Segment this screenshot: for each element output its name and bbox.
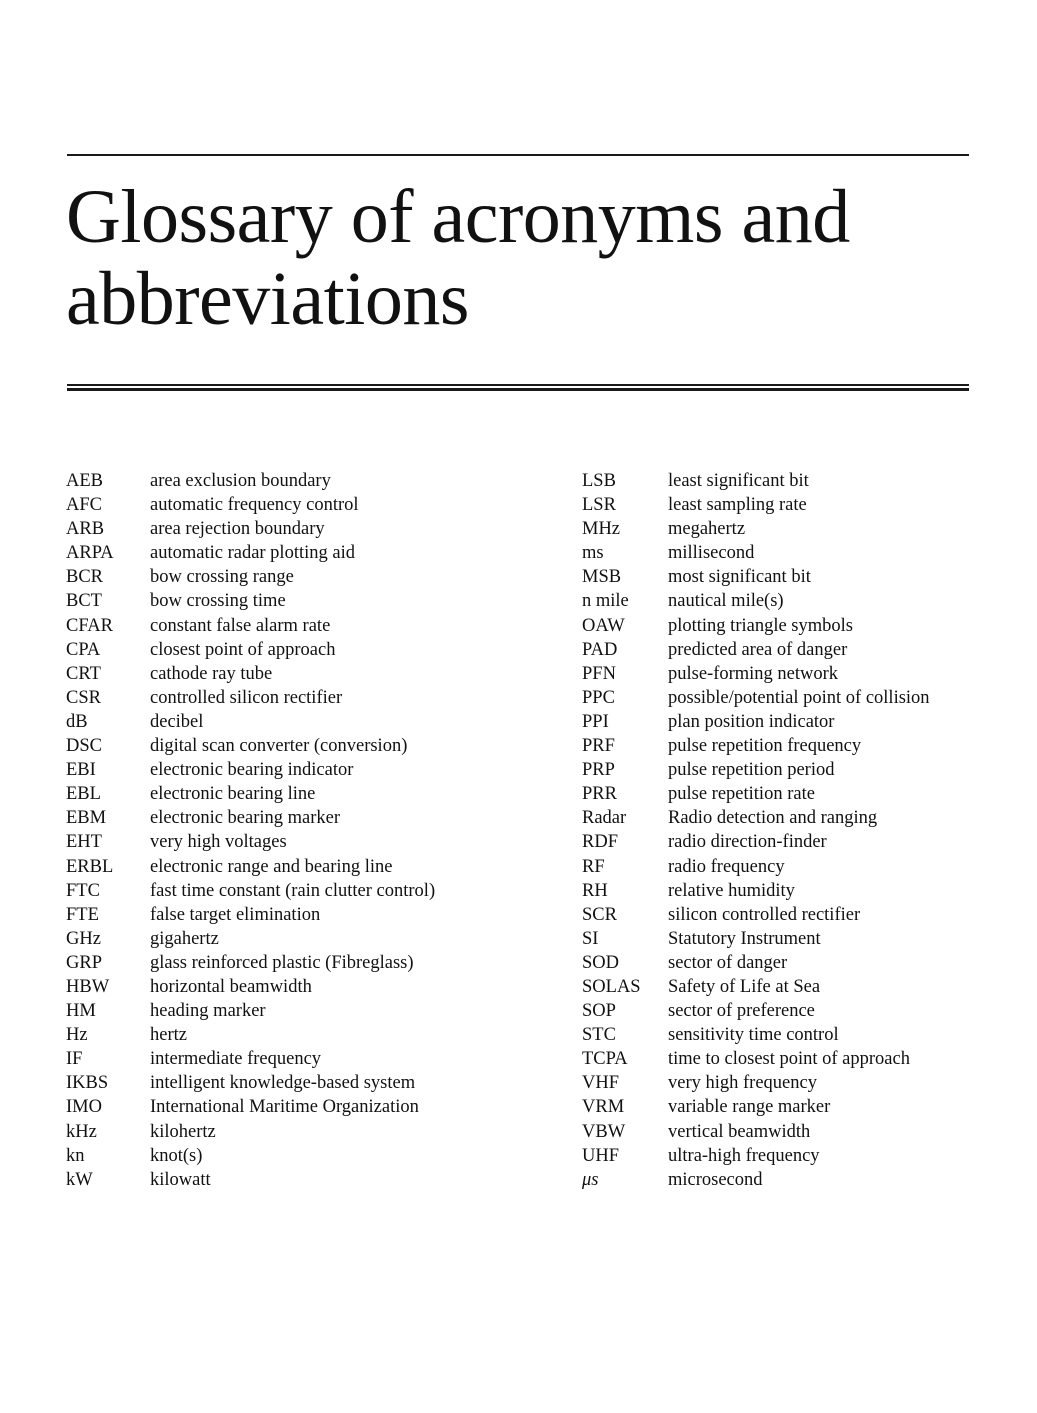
- glossary-abbreviation: PAD: [582, 639, 618, 660]
- glossary-abbreviation: PRP: [582, 760, 615, 781]
- glossary-abbreviation: RF: [582, 856, 605, 877]
- glossary-abbreviation: UHF: [582, 1145, 620, 1166]
- glossary-definition: electronic bearing indicator: [150, 760, 354, 781]
- glossary-definition: pulse repetition rate: [668, 784, 815, 805]
- glossary-entry: [582, 493, 930, 517]
- glossary-entry: [66, 999, 435, 1023]
- glossary-abbreviation: MHz: [582, 519, 621, 540]
- glossary-abbreviation: TCPA: [582, 1049, 628, 1070]
- glossary-column-right: [582, 469, 930, 1192]
- glossary-abbreviation: HM: [66, 1001, 96, 1022]
- glossary-definition: relative humidity: [668, 880, 795, 901]
- glossary-definition: least significant bit: [668, 471, 809, 491]
- bottom-rule-thin: [67, 384, 969, 386]
- glossary-definition: Statutory Instrument: [668, 928, 821, 949]
- glossary-abbreviation: AFC: [66, 495, 102, 516]
- glossary-definition: false target elimination: [150, 904, 321, 925]
- glossary-abbreviation: EBM: [66, 808, 107, 829]
- glossary-definition: gigahertz: [150, 928, 219, 949]
- glossary-abbreviation: IMO: [66, 1097, 102, 1118]
- glossary-definition: electronic bearing marker: [150, 808, 341, 829]
- glossary-abbreviation: STC: [582, 1025, 616, 1046]
- glossary-entry: [582, 710, 930, 734]
- glossary-abbreviation: GRP: [66, 952, 102, 973]
- glossary-abbreviation: BCR: [66, 567, 104, 588]
- glossary-entry: [582, 541, 930, 565]
- glossary-entry: [66, 1095, 435, 1119]
- glossary-entry: [582, 1095, 930, 1119]
- glossary-entry: [66, 1120, 435, 1144]
- glossary-abbreviation: SOLAS: [582, 976, 641, 997]
- glossary-entry: [582, 951, 930, 975]
- glossary-entry: [582, 662, 930, 686]
- glossary-definition: fast time constant (rain clutter control): [150, 880, 436, 901]
- glossary-definition: controlled silicon rectifier: [150, 687, 343, 708]
- glossary-definition: Radio detection and ranging: [668, 808, 878, 829]
- glossary-definition: microsecond: [668, 1169, 763, 1190]
- glossary-abbreviation: PFN: [582, 663, 616, 684]
- glossary-entry: [66, 806, 435, 830]
- glossary-abbreviation: Hz: [66, 1025, 88, 1046]
- glossary-abbreviation: HBW: [66, 976, 110, 997]
- glossary-entry: [582, 1144, 930, 1168]
- glossary-definition: sector of preference: [668, 1001, 815, 1022]
- glossary-definition: kilohertz: [150, 1121, 216, 1142]
- glossary-entry: [582, 758, 930, 782]
- glossary-abbreviation: SCR: [582, 904, 617, 925]
- glossary-entry: [66, 710, 435, 734]
- glossary-definition: kilowatt: [150, 1169, 211, 1190]
- glossary-entry: [66, 903, 435, 927]
- glossary-abbreviation: OAW: [582, 615, 625, 636]
- glossary-abbreviation: EBL: [66, 784, 101, 805]
- glossary-entry: [582, 1023, 930, 1047]
- glossary-entry: [66, 855, 435, 879]
- glossary-entry: [66, 493, 435, 517]
- glossary-entry: [66, 758, 435, 782]
- top-rule: [67, 154, 969, 156]
- glossary-entry: [582, 589, 930, 613]
- glossary-abbreviation: CPA: [66, 639, 101, 660]
- glossary-entry: [66, 517, 435, 541]
- glossary-entry: [66, 927, 435, 951]
- glossary-definition: horizontal beamwidth: [150, 976, 312, 997]
- glossary-abbreviation: CFAR: [66, 615, 113, 636]
- page-title-line-2: abbreviations: [66, 257, 469, 341]
- glossary-entry: [66, 1168, 435, 1192]
- glossary-abbreviation: GHz: [66, 928, 101, 949]
- glossary-definition: pulse repetition frequency: [668, 736, 862, 757]
- glossary-entry: [582, 927, 930, 951]
- glossary-abbreviation: RDF: [582, 832, 618, 853]
- glossary-definition: electronic bearing line: [150, 784, 316, 805]
- glossary-entry: [582, 1168, 930, 1192]
- glossary-entry: [582, 782, 930, 806]
- glossary-entry: [66, 589, 435, 613]
- glossary-abbreviation: BCT: [66, 591, 102, 612]
- glossary-entry: [66, 541, 435, 565]
- glossary-abbreviation: kHz: [66, 1121, 97, 1142]
- glossary-entry: [582, 855, 930, 879]
- glossary-entry: [66, 638, 435, 662]
- glossary-definition: very high voltages: [150, 832, 287, 853]
- glossary-abbreviation: VBW: [582, 1121, 626, 1142]
- glossary-definition: plotting triangle symbols: [668, 615, 853, 636]
- glossary-definition: predicted area of danger: [668, 639, 848, 660]
- glossary-abbreviation: ms: [582, 543, 604, 564]
- glossary-entry: [582, 469, 930, 493]
- glossary-entry: [582, 734, 930, 758]
- glossary-definition: least sampling rate: [668, 495, 807, 516]
- glossary-abbreviation: PRR: [582, 784, 617, 805]
- glossary-definition: knot(s): [150, 1145, 203, 1166]
- glossary-abbreviation: FTC: [66, 880, 100, 901]
- glossary-definition: possible/potential point of collision: [668, 687, 930, 708]
- glossary-definition: glass reinforced plastic (Fibreglass): [150, 952, 414, 973]
- glossary-definition: megahertz: [668, 519, 746, 540]
- glossary-entry: [66, 614, 435, 638]
- glossary-abbreviation: FTE: [66, 904, 99, 925]
- glossary-entry: [582, 806, 930, 830]
- glossary-abbreviation: EBI: [66, 760, 96, 781]
- glossary-definition: pulse repetition period: [668, 760, 835, 781]
- glossary-definition: silicon controlled rectifier: [668, 904, 861, 925]
- glossary-definition: sector of danger: [668, 952, 788, 973]
- glossary-entry: [66, 782, 435, 806]
- glossary-definition: bow crossing range: [150, 567, 294, 588]
- glossary-definition: pulse-forming network: [668, 663, 839, 684]
- glossary-entry: [582, 565, 930, 589]
- glossary-entry: [582, 638, 930, 662]
- glossary-abbreviation: PPI: [582, 711, 609, 732]
- glossary-abbreviation: ERBL: [66, 856, 114, 877]
- glossary-abbreviation: AEB: [66, 471, 103, 491]
- glossary-entry: [582, 879, 930, 903]
- glossary-definition: automatic frequency control: [150, 495, 359, 516]
- glossary-entry: [66, 1144, 435, 1168]
- glossary-definition: hertz: [150, 1025, 187, 1046]
- glossary-abbreviation: SI: [582, 928, 599, 949]
- glossary-abbreviation: LSB: [582, 471, 616, 491]
- glossary-entry: [582, 903, 930, 927]
- glossary-definition: nautical mile(s): [668, 591, 784, 612]
- glossary-definition: Safety of Life at Sea: [668, 976, 821, 997]
- glossary-abbreviation: kW: [66, 1169, 93, 1190]
- glossary-definition: most significant bit: [668, 567, 811, 588]
- glossary-definition: vertical beamwidth: [668, 1121, 811, 1142]
- glossary-definition: decibel: [150, 711, 204, 732]
- glossary-definition: bow crossing time: [150, 591, 286, 612]
- glossary-definition: electronic range and bearing line: [150, 856, 393, 877]
- glossary-definition: closest point of approach: [150, 639, 336, 660]
- glossary-definition: intermediate frequency: [150, 1049, 322, 1070]
- glossary-abbreviation: dB: [66, 711, 88, 732]
- glossary-entry: [582, 686, 930, 710]
- glossary-definition: automatic radar plotting aid: [150, 543, 355, 564]
- glossary-definition: ultra-high frequency: [668, 1145, 820, 1166]
- glossary-abbreviation: DSC: [66, 736, 102, 757]
- glossary-definition: International Maritime Organization: [150, 1097, 419, 1118]
- glossary-abbreviation: MSB: [582, 567, 622, 588]
- glossary-definition: digital scan converter (conversion): [150, 736, 408, 757]
- glossary-definition: millisecond: [668, 543, 755, 564]
- glossary-abbreviation: IKBS: [66, 1073, 109, 1094]
- glossary-abbreviation: Radar: [582, 808, 627, 829]
- page-title: [66, 176, 966, 340]
- glossary-entry: [66, 469, 435, 493]
- glossary-entry: [582, 975, 930, 999]
- glossary-definition: heading marker: [150, 1001, 266, 1022]
- glossary-column-left: [66, 469, 435, 1192]
- glossary-abbreviation: LSR: [582, 495, 616, 516]
- glossary-abbreviation: SOD: [582, 952, 620, 973]
- glossary-definition: variable range marker: [668, 1097, 831, 1118]
- glossary-entry: [66, 734, 435, 758]
- glossary-entry: [582, 999, 930, 1023]
- glossary-abbreviation: CRT: [66, 663, 101, 684]
- glossary-entry: [66, 565, 435, 589]
- glossary-entry: [66, 830, 435, 854]
- glossary-definition: radio frequency: [668, 856, 785, 877]
- glossary-definition: radio direction-finder: [668, 832, 827, 853]
- glossary-definition: constant false alarm rate: [150, 615, 331, 636]
- glossary-abbreviation: PPC: [582, 687, 615, 708]
- glossary-entry: [582, 1071, 930, 1095]
- glossary-entry: [66, 686, 435, 710]
- glossary-abbreviation: n mile: [582, 591, 629, 612]
- glossary-definition: area rejection boundary: [150, 519, 325, 540]
- glossary-abbreviation: ARPA: [66, 543, 114, 564]
- glossary-definition: time to closest point of approach: [668, 1049, 910, 1070]
- glossary-abbreviation: IF: [66, 1049, 83, 1070]
- glossary-entry: [66, 879, 435, 903]
- glossary-abbreviation: CSR: [66, 687, 101, 708]
- glossary-definition: intelligent knowledge-based system: [150, 1073, 416, 1094]
- glossary-entry: [66, 1023, 435, 1047]
- glossary-abbreviation: PRF: [582, 736, 615, 757]
- glossary-entry: [582, 830, 930, 854]
- glossary-abbreviation: RH: [582, 880, 608, 901]
- glossary-definition: very high frequency: [668, 1073, 817, 1094]
- glossary-entry: [582, 1047, 930, 1071]
- page-title-line-1: Glossary of acronyms and: [66, 175, 850, 259]
- glossary-definition: area exclusion boundary: [150, 471, 331, 491]
- glossary-abbreviation: VHF: [582, 1073, 620, 1094]
- glossary-abbreviation: μs: [582, 1169, 599, 1190]
- glossary-definition: plan position indicator: [668, 711, 835, 732]
- glossary-entry: [66, 951, 435, 975]
- glossary-definition: cathode ray tube: [150, 663, 273, 684]
- glossary-entry: [582, 517, 930, 541]
- glossary-entry: [66, 1047, 435, 1071]
- bottom-rule-thick: [67, 388, 969, 391]
- glossary-entry: [582, 1120, 930, 1144]
- glossary-entry: [66, 975, 435, 999]
- glossary-entry: [66, 1071, 435, 1095]
- glossary-entry: [66, 662, 435, 686]
- glossary-abbreviation: kn: [66, 1145, 85, 1166]
- glossary-abbreviation: EHT: [66, 832, 102, 853]
- glossary-abbreviation: VRM: [582, 1097, 625, 1118]
- glossary-abbreviation: SOP: [582, 1001, 616, 1022]
- glossary-entry: [582, 614, 930, 638]
- glossary-definition: sensitivity time control: [668, 1025, 839, 1046]
- glossary-abbreviation: ARB: [66, 519, 105, 540]
